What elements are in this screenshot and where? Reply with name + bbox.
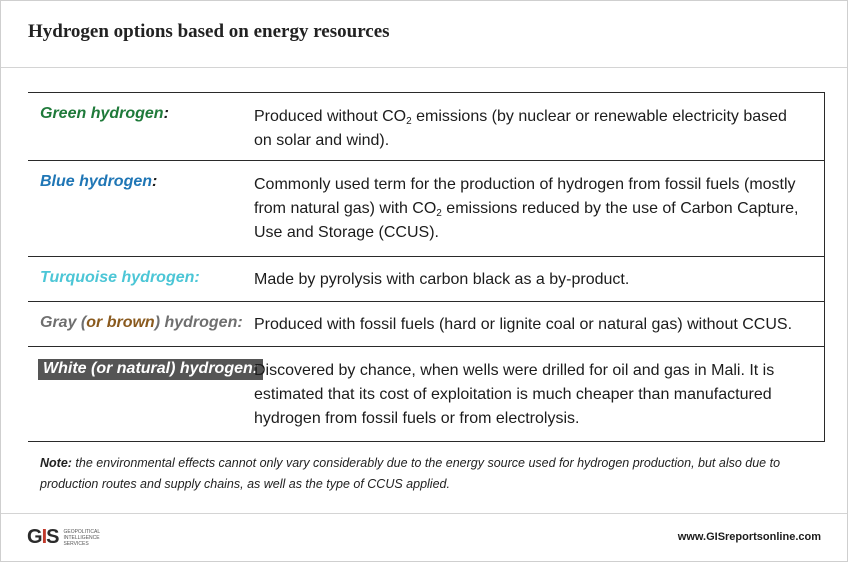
table-row-white [28, 347, 824, 441]
desc-text: emissions reduced by the use of Carbon Capture, Use and Storage (CCUS). [254, 200, 799, 241]
term-colon: : [152, 173, 158, 190]
note-label: Note: [40, 456, 72, 470]
gis-logo [27, 526, 109, 549]
note-text: the environmental effects cannot only vary considerably due to the energy source used for hydrogen production, but also due to production routes and supply chains, as well as the type of CCUS applied. [40, 456, 781, 491]
page-title: Hydrogen options based on energy resources [28, 21, 390, 42]
footnote [40, 453, 820, 495]
term-label-gray: Gray ( [40, 314, 87, 331]
table-row-blue [28, 161, 824, 257]
table-row-green [28, 93, 824, 161]
term-label: Green hydrogen [40, 105, 164, 122]
term-colon: : [194, 269, 200, 286]
term-label: Blue hydrogen [40, 173, 153, 190]
subscript-2: 2 [436, 208, 442, 219]
term-green-hydrogen [28, 93, 254, 160]
hydrogen-options-table [28, 92, 825, 442]
term-label-rest: ) hydrogen: [154, 314, 243, 331]
title-divider [1, 67, 847, 68]
table-row-gray [28, 302, 824, 347]
subscript-2: 2 [406, 116, 412, 127]
logo-subtitle: GEOPOLITICAL INTELLIGENCE SERVICES [63, 528, 100, 547]
description-gray: Produced with fossil fuels (hard or lignite coal or natural gas) without CCUS. [254, 316, 793, 333]
logo-letter-s: S [46, 526, 59, 548]
desc-text: Produced without CO [254, 108, 407, 125]
footer-divider [1, 513, 847, 514]
description-white: Discovered by chance, when wells were drilled for oil and gas in Mali. It is estimated that its cost of exploitation is much cheaper than manufactured hydrogen from fossil fuels or from electrolysis. [254, 362, 775, 427]
term-blue-hydrogen [28, 161, 254, 256]
logo-letter-g: G [27, 526, 42, 548]
term-colon: : [163, 105, 169, 122]
term-gray-hydrogen [28, 302, 254, 346]
description-turquoise: Made by pyrolysis with carbon black as a by-product. [254, 271, 630, 288]
term-label: Turquoise hydrogen [40, 269, 195, 286]
term-turquoise-hydrogen [28, 257, 254, 301]
table-row-turquoise [28, 257, 824, 302]
term-white-hydrogen [28, 347, 259, 441]
term-label-brown: or brown [86, 314, 155, 331]
logo-letter-i: I [41, 526, 47, 548]
term-label-chip: White (or natural) hydrogen: [38, 359, 263, 380]
description-green [254, 93, 824, 160]
website-link[interactable]: www.GISreportsonline.com [677, 531, 821, 543]
desc-text: emissions (by nuclear or renewable electricity based on solar and wind). [254, 108, 787, 149]
description-blue [254, 161, 824, 256]
desc-text: Commonly used term for the production of hydrogen from fossil fuels (mostly from natural gas) with CO [254, 176, 796, 217]
logo-mark [27, 526, 58, 549]
